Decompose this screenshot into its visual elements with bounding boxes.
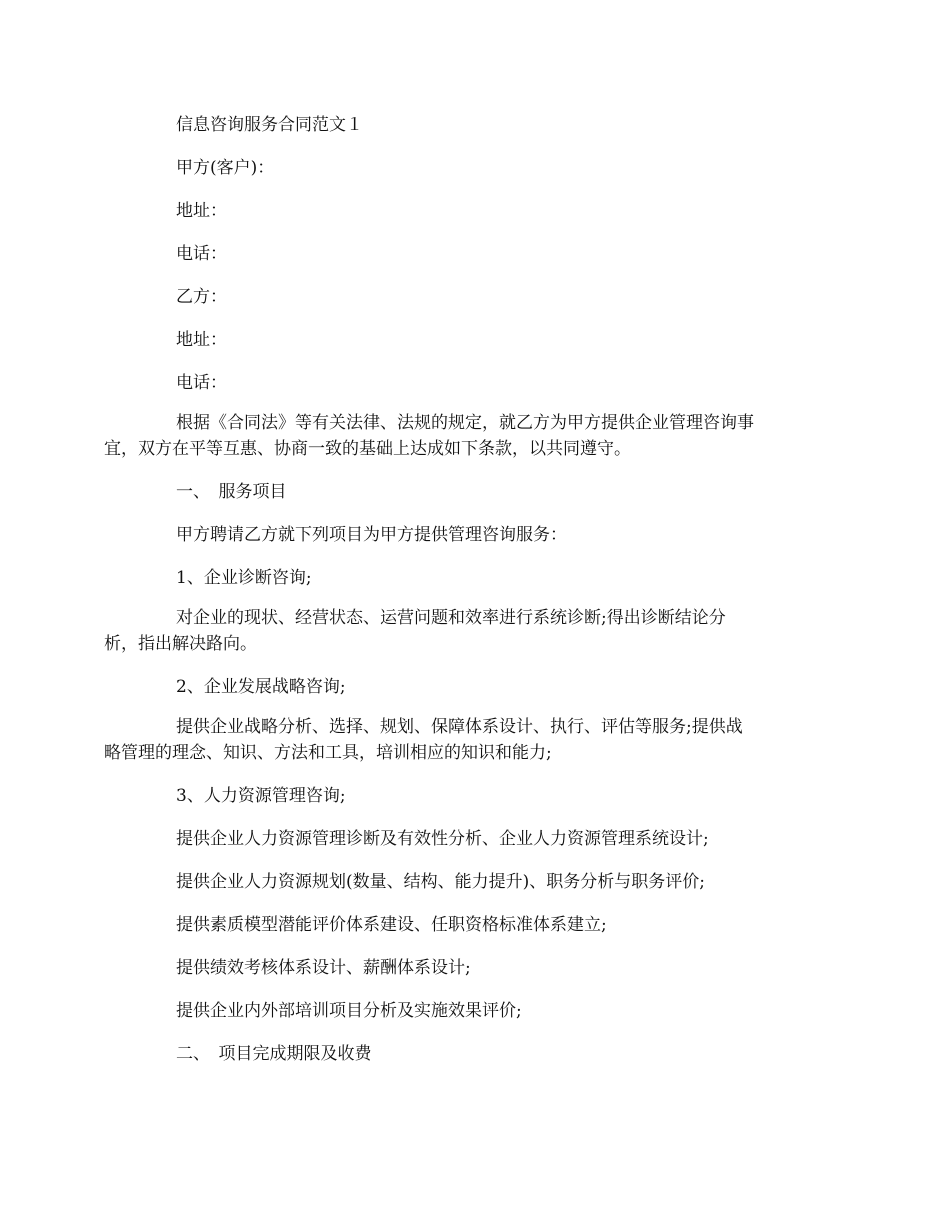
item-1-body-line-1: 对企业的现状、经营状态、运营问题和效率进行系统诊断;得出诊断结论分	[176, 608, 726, 628]
preamble-line-2: 宜，双方在平等互惠、协商一致的基础上达成如下条款，以共同遵守。	[104, 439, 631, 459]
item-2-heading: 2、企业发展战略咨询;	[176, 677, 346, 697]
party-a-label: 甲方(客户)：	[176, 158, 275, 178]
item-1-body	[104, 605, 726, 657]
section-2-heading: 二、 项目完成期限及收费	[176, 1044, 372, 1064]
item-3-line: 提供企业内外部培训项目分析及实施效果评价;	[176, 1001, 522, 1021]
item-3-line: 提供绩效考核体系设计、薪酬体系设计;	[176, 958, 471, 978]
preamble-paragraph	[104, 410, 754, 462]
document-title: 信息咨询服务合同范文１	[176, 115, 363, 135]
section-1-intro: 甲方聘请乙方就下列项目为甲方提供管理咨询服务：	[176, 525, 567, 545]
section-1-heading: 一、 服务项目	[176, 482, 287, 502]
party-a-address-label: 地址：	[176, 201, 227, 221]
item-1-body-line-2: 析，指出解决路向。	[104, 634, 257, 654]
item-3-heading: 3、人力资源管理咨询;	[176, 786, 346, 806]
item-3-line: 提供企业人力资源管理诊断及有效性分析、企业人力资源管理系统设计;	[176, 829, 709, 849]
party-a-phone-label: 电话：	[176, 244, 227, 264]
item-1-heading: 1、企业诊断咨询;	[176, 568, 312, 588]
preamble-line-1: 根据《合同法》等有关法律、法规的规定，就乙方为甲方提供企业管理咨询事	[176, 413, 754, 433]
item-3-line: 提供素质模型潜能评价体系建设、任职资格标准体系建立;	[176, 915, 607, 935]
item-3-line: 提供企业人力资源规划(数量、结构、能力提升)、职务分析与职务评价;	[176, 872, 705, 892]
item-2-body-line-2: 略管理的理念、知识、方法和工具，培训相应的知识和能力;	[104, 743, 552, 763]
party-b-address-label: 地址：	[176, 330, 227, 350]
item-2-body	[104, 714, 743, 766]
party-b-phone-label: 电话：	[176, 373, 227, 393]
party-b-label: 乙方：	[176, 287, 227, 307]
item-2-body-line-1: 提供企业战略分析、选择、规划、保障体系设计、执行、评估等服务;提供战	[176, 717, 743, 737]
